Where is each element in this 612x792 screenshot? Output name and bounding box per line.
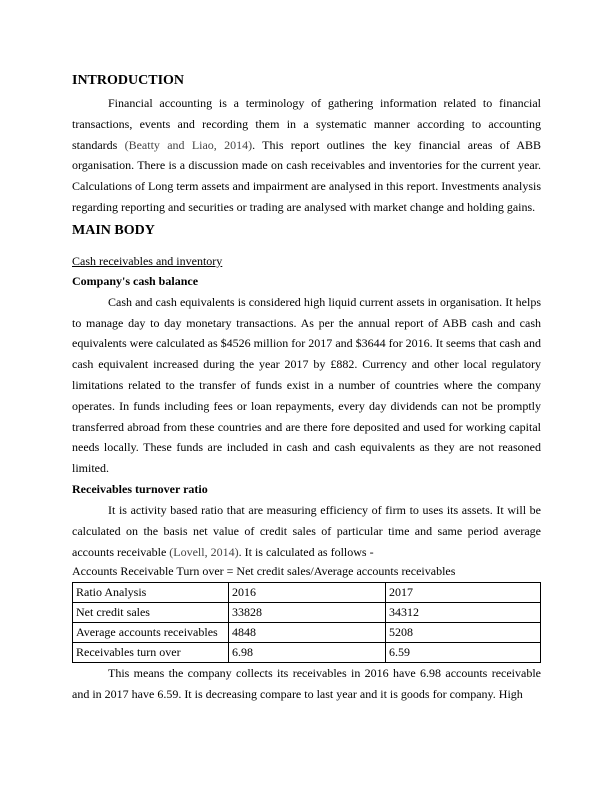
table-cell: Receivables turn over <box>73 643 229 663</box>
introduction-citation: (Beatty and Liao, 2014) <box>124 137 253 152</box>
document-page <box>72 72 541 705</box>
receivables-text-a: It is activity based ratio that are measuring efficiency of firm to uses its assets. It will be calculated on the basis net value of credit sales of particular time and same period average accounts receivable <box>72 502 541 559</box>
table-header-row <box>73 583 541 603</box>
table-cell: 34312 <box>386 603 541 623</box>
table-row <box>73 603 541 623</box>
table-cell: 33828 <box>229 603 386 623</box>
receivables-table <box>72 582 541 663</box>
table-row <box>73 623 541 643</box>
receivables-heading: Receivables turnover ratio <box>72 481 208 496</box>
receivables-conclusion: This means the company collects its receivables in 2016 have 6.98 accounts receivable and in 2017 have 6.59. It is decreasing compare to last year and it is goods for company. High <box>72 666 541 702</box>
table-cell: Net credit sales <box>73 603 229 623</box>
cash-balance-heading: Company's cash balance <box>72 273 199 288</box>
introduction-text-a: Financial accounting is a terminology of gathering information related to financial transactions, events and recording them in a systematic manner according to accounting standards <box>72 96 541 152</box>
table-cell: 4848 <box>229 623 386 643</box>
receivables-text-b: . It is calculated as follows - <box>238 544 374 559</box>
table-header-cell: 2017 <box>386 583 541 603</box>
receivables-citation: (Lovell, 2014) <box>169 544 239 559</box>
table-cell: 6.59 <box>386 643 541 663</box>
introduction-heading: INTRODUCTION <box>72 73 185 88</box>
table-header-cell: Ratio Analysis <box>73 583 229 603</box>
receivables-formula: Accounts Receivable Turn over = Net credit sales/Average accounts receivables <box>72 564 456 579</box>
receivables-paragraph <box>72 500 541 562</box>
main-body-heading: MAIN BODY <box>72 222 155 238</box>
table-cell: 6.98 <box>229 643 386 663</box>
cash-receivables-subheading: Cash receivables and inventory <box>72 253 223 268</box>
table-row <box>73 643 541 663</box>
introduction-paragraph <box>72 93 541 218</box>
table-cell: Average accounts receivables <box>73 623 229 643</box>
table-header-cell: 2016 <box>229 583 386 603</box>
table-cell: 5208 <box>386 623 541 643</box>
introduction-text-b: . This report outlines the key financial areas of ABB organisation. There is a discussion made on cash receivables and inventories for the current year. Calculations of Long term assets and impairment are analysed in this report. Investments analysis regarding reporting and securities or trading are analysed with market change and holding gains. <box>72 137 541 214</box>
cash-balance-paragraph: Cash and cash equivalents is considered high liquid current assets in organisation. It helps to manage day to day monetary transactions. As per the annual report of ABB cash and cash equivalents were calculated as $4526 million for 2017 and $3644 for 2016. It seems that cash and cash equivalent increased during the year 2017 by £882. Currency and other local regulatory limitations related to the transfer of funds exist in a number of countries where the company operates. In funds including fees or loan repayments, every day dividends can not be promptly transferred abroad from these countries and are there fore deposited and used for working capital needs locally. These funds are included in cash and cash equivalents as they are not reasoned limited. <box>72 294 541 476</box>
